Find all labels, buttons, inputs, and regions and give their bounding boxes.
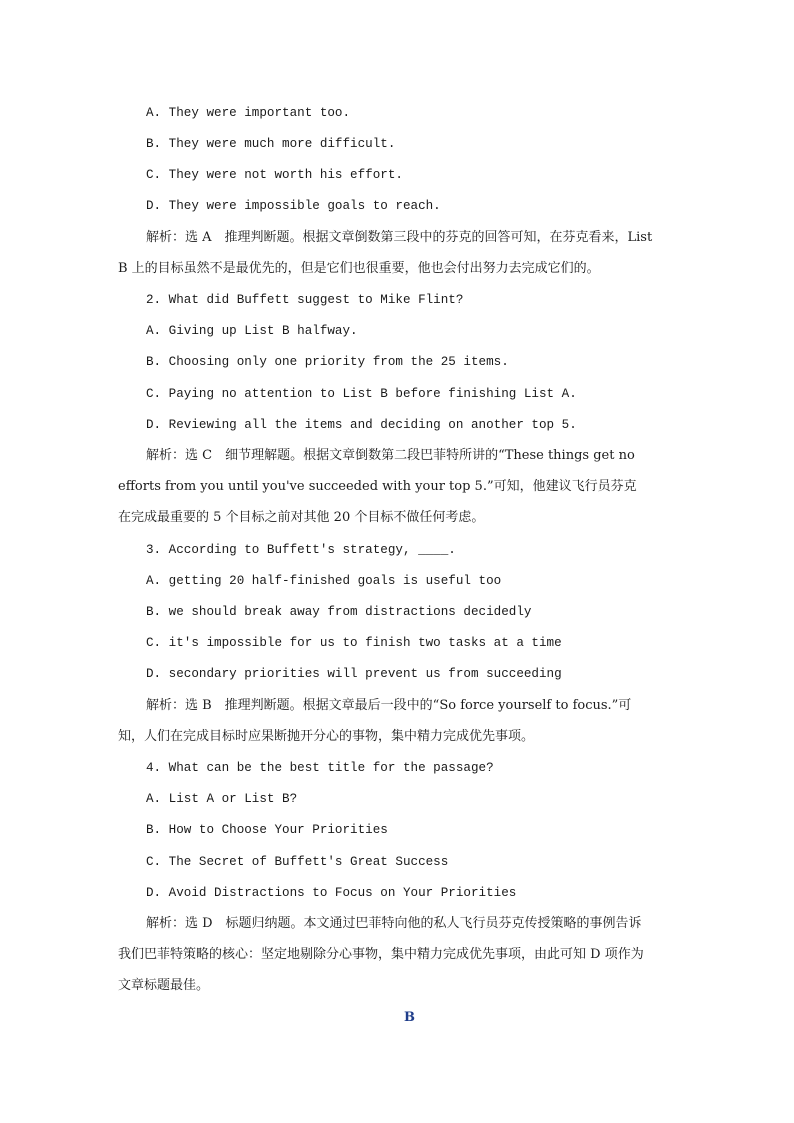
q4-option-a: A. List A or List B? xyxy=(146,792,298,806)
q3-explanation-line-1: 解析：选 B 推理判断题。根据文章最后一段中的“So force yourself to focus.”可 xyxy=(146,698,632,713)
q1-explanation-line-1: 解析：选 A 推理判断题。根据文章倒数第三段中的芬克的回答可知，在芬克看来，List xyxy=(146,230,653,245)
q1-option-b: B. They were much more difficult. xyxy=(146,137,396,151)
q2-option-d: D. Reviewing all the items and deciding on another top 5. xyxy=(146,418,577,432)
q3-option-d: D. secondary priorities will prevent us from succeeding xyxy=(146,667,562,681)
q3-explanation-line-2: 知，人们在完成目标时应果断抛开分心的事物，集中精力完成优先事项。 xyxy=(118,729,535,744)
q4-explanation-line-2: 我们巴菲特策略的核心：坚定地剔除分心事物，集中精力完成优先事项，由此可知 D 项作为 xyxy=(118,947,644,962)
q3-option-a: A. getting 20 half-finished goals is useful too xyxy=(146,574,502,588)
q2-question: 2. What did Buffett suggest to Mike Flint? xyxy=(146,293,464,307)
q4-option-c: C. The Secret of Buffett's Great Success xyxy=(146,855,449,869)
q2-explanation-line-3: 在完成最重要的 5 个目标之前对其他 20 个目标不做任何考虑。 xyxy=(118,510,485,525)
q4-question: 4. What can be the best title for the passage? xyxy=(146,761,494,775)
section-heading-b: B xyxy=(404,1010,415,1025)
q4-explanation-line-1: 解析：选 D 标题归纳题。本文通过巴菲特向他的私人飞行员芬克传授策略的事例告诉 xyxy=(146,916,642,931)
q1-explanation-line-2: B 上的目标虽然不是最优先的，但是它们也很重要，他也会付出努力去完成它们的。 xyxy=(118,261,600,276)
q2-explanation-line-2: efforts from you until you've succeeded with your top 5.”可知，他建议飞行员芬克 xyxy=(118,479,637,494)
q4-option-b: B. How to Choose Your Priorities xyxy=(146,823,388,837)
q3-option-c: C. it's impossible for us to finish two tasks at a time xyxy=(146,636,562,650)
q2-explanation-line-1: 解析：选 C 细节理解题。根据文章倒数第二段巴菲特所讲的“These things get no xyxy=(146,448,635,463)
q3-option-b: B. we should break away from distractions decidedly xyxy=(146,605,532,619)
q2-option-a: A. Giving up List B halfway. xyxy=(146,324,358,338)
q2-option-b: B. Choosing only one priority from the 25 items. xyxy=(146,355,509,369)
q1-option-a: A. They were important too. xyxy=(146,106,351,120)
q3-question: 3. According to Buffett's strategy, ____. xyxy=(146,543,456,557)
q4-explanation-line-3: 文章标题最佳。 xyxy=(118,978,210,993)
q2-option-c: C. Paying no attention to List B before finishing List A. xyxy=(146,387,577,401)
q4-option-d: D. Avoid Distractions to Focus on Your Priorities xyxy=(146,886,517,900)
q1-option-c: C. They were not worth his effort. xyxy=(146,168,403,182)
q1-option-d: D. They were impossible goals to reach. xyxy=(146,199,441,213)
